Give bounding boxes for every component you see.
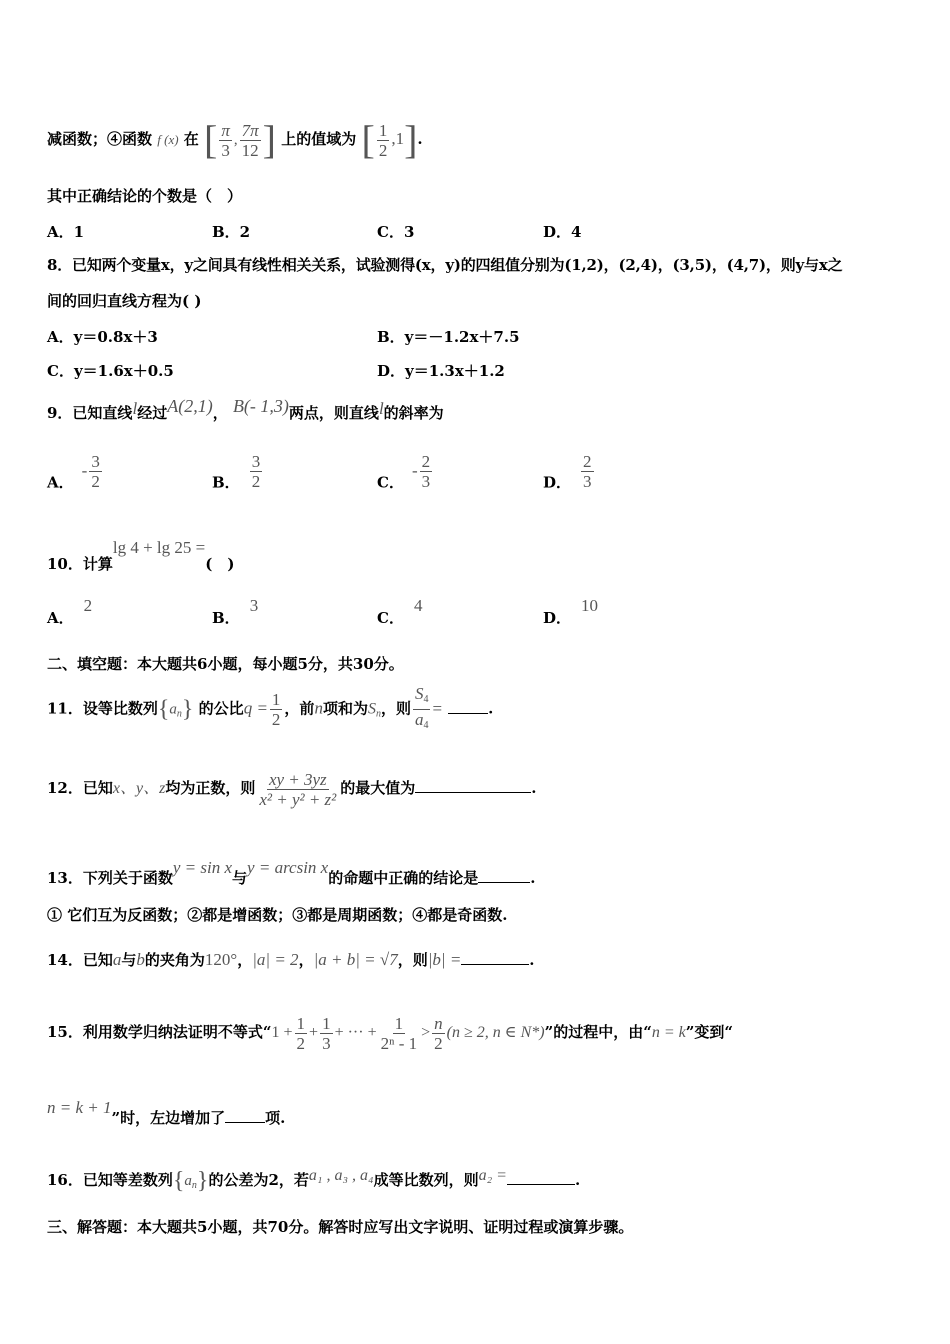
q14-abs-a: |a| = 2 <box>252 950 299 969</box>
q8-opt-a: A．y＝0.8x＋3 <box>47 328 158 346</box>
q9-opt-c: C．- $\frac{2}{3}$ <box>377 452 431 492</box>
q14-line: 14．已知a与b的夹角为120°，|a| = 2，|a + b| = √7，则|b| = . <box>47 950 535 969</box>
q12-fraction: $\frac{xy + 3yz}{\text{x² + y² + z²}}$ <box>259 769 337 809</box>
q11-ratio: $\frac{S_4}{a_4}$ <box>414 684 429 731</box>
q7-val-b: ,1 <box>391 129 405 148</box>
q14-answer-blank[interactable] <box>461 950 529 965</box>
q13-line2: ① 它们互为反函数；②都是增函数；③都是周期函数；④都是奇函数. <box>47 906 508 924</box>
q7-opt-a: A．1 <box>47 223 85 241</box>
q10-pre: 10．计算 <box>47 555 113 573</box>
q7-ask: 其中正确结论的个数是（ ） <box>47 187 243 205</box>
section-2-heading: 二、填空题：本大题共6小题，每小题5分，共30分。 <box>47 655 404 673</box>
q9-mid2: 两点，则直线 <box>288 404 379 422</box>
q16-a2: a₂ = <box>478 1167 507 1184</box>
q11-answer-blank[interactable] <box>448 699 488 714</box>
q15-cond: (n ≥ 2, n ∈ N*) <box>446 1024 545 1041</box>
q7-tail-line: 减函数；④函数 f (x) 在 [ $\frac{\pi}{3}$ , $\frac{7\pi}{12}$ ] 上的值域为 [ $\frac{1}{2}$ ,1]. <box>47 117 423 162</box>
q9-point-a: A(2,1) <box>167 396 213 416</box>
q7-val-a: $\frac{1}{2}$ <box>378 120 388 160</box>
q11-q-frac: $\frac{1}{2}$ <box>271 690 281 729</box>
q15-answer-blank[interactable] <box>225 1108 265 1123</box>
q7-post: . <box>417 130 423 148</box>
q9-post: 的斜率为 <box>383 404 444 422</box>
q9-opt-a: A．- $\frac{3}{2}$ <box>47 452 100 492</box>
q7-fx: f (x) <box>157 132 179 147</box>
q10-post: ( ) <box>205 555 235 573</box>
q12-line: 12．已知x、y、z均为正数，则 $\frac{xy + 3yz}{\text{x² + y² + z²}}$ 的最大值为 . <box>47 769 537 809</box>
q7-left-bracket: [ <box>204 117 218 162</box>
q16-answer-blank[interactable] <box>507 1170 575 1185</box>
q7-opt-b: B．2 <box>212 223 251 241</box>
q9-opt-b: B． $\frac{3}{2}$ <box>212 452 261 492</box>
q8-opt-d: D．y＝1.3x＋1.2 <box>377 362 505 380</box>
q14-angle: 120° <box>204 950 238 969</box>
q15-line: 15．利用数学归纳法证明不等式“1 + $\frac{1}{2}$ + $\frac{1}{3}$ + ··· + $\frac{1}{\text{2ⁿ - 1}}$ > $\frac{n}{2}$ (n ≥ 2, n ∈ N*)”的过程中，由“n = k”变到“ <box>47 1013 734 1053</box>
q16-terms: a₁ , a₃ , a₄ <box>308 1167 374 1184</box>
q14-abs-b: |b| = <box>427 950 462 969</box>
q9-line: 9．已知直线l经过A(2,1)， B(- 1,3)两点，则直线l的斜率为 <box>47 396 444 422</box>
q7-opt-c: C．3 <box>377 223 415 241</box>
q12-answer-blank[interactable] <box>415 778 531 793</box>
q10-opt-a: A．2 <box>47 596 93 627</box>
q8-opt-c: C．y＝1.6x＋0.5 <box>47 362 174 380</box>
q13-f2: y = arcsin x <box>247 858 329 877</box>
q12-vars: x、y、z <box>112 780 166 797</box>
q10-line <box>47 538 234 574</box>
q7-mid1: 在 <box>183 130 199 148</box>
q15-line2: n = k + 1”时，左边增加了 项. <box>47 1098 286 1127</box>
q7-tail-pre: 减函数；④函数 <box>47 130 153 148</box>
q13-f1: y = sin x <box>172 858 233 877</box>
q13-line: 13．下列关于函数y = sin x与y = arcsin x的命题中正确的结论是 . <box>47 858 536 887</box>
q9-point-b: B(- 1,3) <box>232 396 289 416</box>
q9-opt-d: D． $\frac{2}{3}$ <box>543 452 592 492</box>
q10-opt-c: C．4 <box>377 596 423 627</box>
q9-mid1: 经过 <box>137 404 168 422</box>
q11-line: 11．设等比数列$\{a_n\}$ 的公比q = $\frac{1}{2}$ ，前n项和为$S_n$，则 $\frac{S_4}{a_4}$ = . <box>47 684 493 737</box>
q7-int-a: $\frac{\pi}{3}$ <box>221 120 230 160</box>
q11-q: q = <box>243 698 268 718</box>
q7-mid2: 上的值域为 <box>281 130 357 148</box>
q16-line: 16．已知等差数列$\{a_n\}$的公差为2，若a₁ , a₃ , a₄成等比数列，则a₂ = . <box>47 1167 581 1194</box>
q7-opt-d: D．4 <box>543 223 582 241</box>
q9-pre: 9．已知直线 <box>47 404 133 422</box>
q11-pre: 11．设等比数列 <box>47 699 158 718</box>
q8-line1: 8．已知两个变量x，y之间具有线性相关关系，试验测得(x，y)的四组值分别为(1,2)，(2,4)，(3,5)，(4,7)，则y与x之 <box>47 256 843 274</box>
q10-expr: lg 4 + lg 25 = <box>112 538 206 557</box>
q7-right-bracket: ] <box>262 117 276 162</box>
q13-answer-blank[interactable] <box>478 868 530 883</box>
q10-opt-d: D．10 <box>543 596 599 627</box>
q14-abs-sum: |a + b| = √7 <box>313 950 398 969</box>
section-3-heading: 三、解答题：本大题共5小题，共70分。解答时应写出文字说明、证明过程或演算步骤。 <box>47 1218 634 1236</box>
q10-opt-b: B．3 <box>212 596 259 627</box>
q7-int-b: $\frac{7\pi}{12}$ <box>241 120 259 160</box>
q8-line2: 间的回归直线方程为( ) <box>47 292 202 310</box>
q8-opt-b: B．y＝－1.2x＋7.5 <box>377 328 520 346</box>
q9-l: l <box>132 399 138 418</box>
